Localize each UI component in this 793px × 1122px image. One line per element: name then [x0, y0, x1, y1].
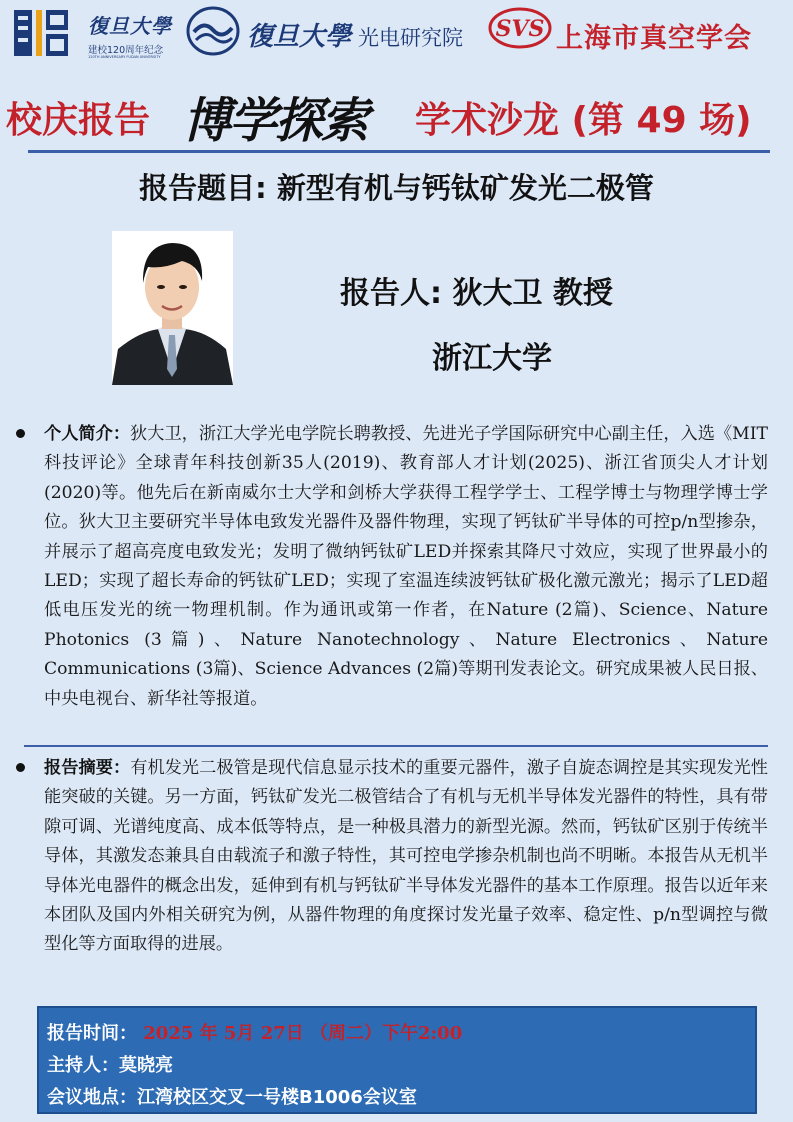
title-divider — [28, 150, 770, 153]
fudan-emblem-icon — [186, 6, 240, 56]
host-label: 主持人： — [47, 1055, 119, 1076]
title-calligraphy: 博学探索 — [183, 93, 368, 149]
speaker-photo — [112, 231, 233, 385]
bio-text: 狄大卫，浙江大学光电学院长聘教授、先进光子学国际研究中心副主任，入选《MIT科技评论》全球青年科技创新35人(2019)、教育部人才计划(2025)、浙江省顶尖人才计划(2020)等。他先后在新南威尔士大学和剑桥大学获得工程学学士、工程学博士与物理学博士学位。狄大卫主要研究半导体电致发光器件及器件物理，实现了钙钛矿半导体的可控p/n型掺杂，并展示了超高亮度电致发光；发明了微纳钙钛矿LED并探索其降尺寸效应，实现了世界最小的LED；实现了超长寿命的钙钛矿LED；实现了室温连续波钙钛矿极化激元激光；揭示了LED超低电压发光的统一物理机制。作为通讯或第一作者，在Nature (2篇)、Science、Nature Photonics (3篇)、Nature Nanotechnology、Nature Electronics、Nature Communications (3篇)、Science Advances (2篇)等期刊发表论文。研究成果被人民日报、中央电视台、新华社等报道。 — [44, 424, 768, 709]
bio-section — [44, 420, 768, 714]
time-label: 报告时间： — [47, 1023, 137, 1044]
svs-logo-text: SVS — [495, 16, 545, 42]
institute-name: 光电研究院 — [358, 26, 463, 50]
bio-label: 个人简介： — [44, 424, 131, 444]
venue-row — [47, 1083, 417, 1109]
anniversary-caption: 建校120周年纪念 — [88, 45, 164, 56]
speaker-name: 报告人: 狄大卫 教授 — [340, 276, 613, 311]
fudan-calligraphy-wordmark: 復旦大學 — [247, 22, 352, 52]
abstract-text: 有机发光二极管是现代信息显示技术的重要元器件，激子自旋态调控是其实现发光性能突破的关键。另一方面，钙钛矿发光二极管结合了有机与无机半导体发光器件的特性，具有带隙可调、光谱纯度高、成本低等特点，是一种极具潜力的新型光源。然而，钙钛矿区别于传统半导体，其激发态兼具自由载流子和激子特性，其可控电学掺杂机制也尚不明晰。本报告从无机半导体光电器件的概念出发，延伸到有机与钙钛矿半导体发光器件的基本工作原理。报告以近年来本团队及国内外相关研究为例，从器件物理的角度探讨发光量子效率、稳定性、p/n型调控与微型化等方面取得的进展。 — [44, 758, 768, 955]
speaker-affiliation: 浙江大学 — [432, 341, 552, 376]
title-left: 校庆报告 — [6, 100, 151, 141]
svs-logo-icon — [488, 6, 552, 50]
abstract-section — [44, 754, 768, 960]
section-divider — [24, 745, 768, 747]
anniversary-120-logo — [12, 8, 72, 60]
host-value: 莫晓亮 — [119, 1055, 173, 1076]
abstract-label: 报告摘要： — [44, 758, 131, 778]
fudan-calligraphy-logo: 復旦大學 — [88, 14, 172, 38]
venue-label: 会议地点： — [47, 1087, 137, 1108]
title-right: 学术沙龙 (第 49 场) — [415, 100, 752, 141]
time-row — [47, 1019, 462, 1045]
host-row — [47, 1051, 173, 1077]
event-info-box — [37, 1006, 757, 1114]
abstract-bullet-icon — [16, 763, 25, 772]
anniversary-caption-english: 120TH ANNIVERSARY FUDAN UNIVERSITY — [88, 55, 161, 59]
time-value: 2025 年 5月 27日 （周二）下午2:00 — [143, 1023, 463, 1044]
venue-value: 江湾校区交叉一号楼B1006会议室 — [137, 1087, 417, 1108]
talk-topic: 报告题目: 新型有机与钙钛矿发光二极管 — [139, 171, 654, 205]
bio-bullet-icon — [16, 429, 25, 438]
society-name: 上海市真空学会 — [556, 23, 752, 54]
